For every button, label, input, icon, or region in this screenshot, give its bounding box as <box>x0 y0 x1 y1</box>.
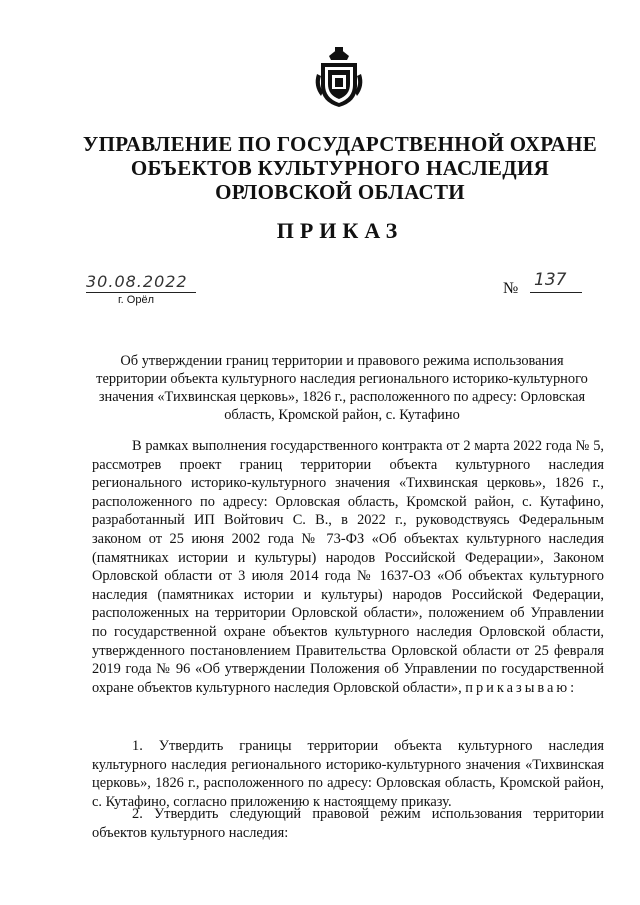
number-underline <box>530 292 582 293</box>
order-directive: приказываю: <box>465 679 578 696</box>
agency-header-line-2: ОБЪЕКТОВ КУЛЬТУРНОГО НАСЛЕДИЯ <box>130 156 550 180</box>
order-subject: Об утверждении границ территории и правового режима использования территории объекта культурного наследия регионального историко-культурного значения «Тихвинская церковь», 1826 г., расположенного по адресу: Орловская область, Кромской район, с. Кутафино <box>96 353 588 423</box>
order-city: г. Орёл <box>118 294 154 306</box>
order-date: 30.08.2022 <box>86 272 188 291</box>
clause-1: 1. Утвердить границы территории объекта культурного наследия культурного наследия регионального историко-культурного значения «Тихвинская церковь», 1826 г., расположенного по адресу: Орловская область, Кромской район, с. Кутафино, согласно приложению к настоящему приказу. <box>92 738 604 810</box>
coat-of-arms-icon <box>308 46 370 108</box>
date-underline <box>86 292 196 293</box>
order-number: 137 <box>534 270 567 290</box>
clause-2: 2. Утвердить следующий правовой режим использования территории объектов культурного наследия: <box>92 806 604 841</box>
preamble-text: В рамках выполнения государственного контракта от 2 марта 2022 года № 5, рассмотрев проект границ территории объекта культурного наследия регионального историко-культурного значения «Тихвинская церковь», 1826 г., расположенного по адресу: Орловская область, Кромской район, с. Кутафино, разработанный ИП Войтович С. В., в 2022 г., руководствуясь Федеральным законом от 25 июня 2002 года № 73-ФЗ «Об объектах культурного наследия (памятниках истории и культуры) народов Российской Федерации», Законом Орловской области от 3 июля 2014 года № 1637-ОЗ «Об объектах культурного наследия (памятниках истории и культуры) народов Российской Федерации, расположенных на территории Орловской области», положением об Управлении по государственной охране объектов культурного наследия Орловской области, утвержденного постановлением Правительства Орловской области от 25 февраля 2019 года № 96 «Об утверждении Положения об Управлении по государственной охране объектов культурного наследия Орловской области», <box>92 438 604 696</box>
agency-header-line-1: УПРАВЛЕНИЕ ПО ГОСУДАРСТВЕННОЙ ОХРАНЕ <box>82 132 598 156</box>
agency-header <box>60 132 620 204</box>
number-sign: № <box>503 280 519 297</box>
agency-header-line-3: ОРЛОВСКОЙ ОБЛАСТИ <box>215 180 465 204</box>
preamble-paragraph <box>92 437 604 697</box>
order-title: ПРИКАЗ <box>276 218 404 243</box>
